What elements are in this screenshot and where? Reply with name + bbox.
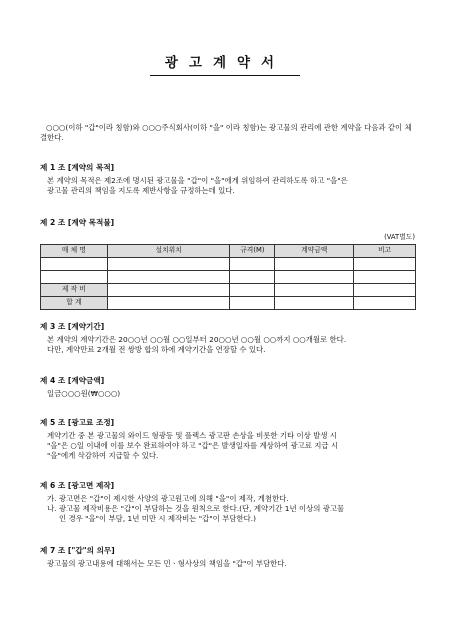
- table-cell: [354, 284, 416, 297]
- section-2-heading: 제 2 조 [계약 목적물]: [40, 218, 115, 227]
- total-row: [41, 297, 416, 310]
- section-1-body: [47, 176, 415, 196]
- total-label: 합 계: [41, 297, 108, 310]
- intro-paragraph: ○○○(이하 "갑"이라 칭함)와 ○○○주식회사(이하 "을" 이라 칭함)는 광고물의 관리에 관한 계약을 다음과 같이 체결한다.: [40, 123, 412, 142]
- section-1-line-1: 본 계약의 목적은 제2조에 명시된 광고물을 "갑"이 "을"에게 위임하여 관리하도록 하고 "을"은: [47, 176, 348, 185]
- section-5-heading: 제 5 조 [광고료 조정]: [40, 418, 115, 427]
- section-5-body: [47, 431, 415, 461]
- section-6-line-2: 나. 광고물 제작비용은 "갑"이 부담하는 것을 원칙으로 한다.(단, 계약기간 1년 이상의 광고물: [47, 503, 345, 513]
- table-cell: [275, 297, 354, 310]
- table-header-media: 매 체 명: [41, 245, 108, 258]
- table-cell: [275, 258, 354, 271]
- table-header-row: [41, 245, 416, 258]
- section-6-heading: 제 6 조 [광고면 제작]: [40, 481, 115, 490]
- table-cell: [275, 271, 354, 284]
- table-header-location: 설치위치: [107, 245, 230, 258]
- section-5-line-3: "을"에게 삭감하여 지급할 수 있다.: [47, 450, 159, 460]
- section-7-line-1: 광고물의 광고내용에 대해서는 모든 민ㆍ형사상의 책임을 "갑"이 부담한다.: [47, 559, 287, 568]
- section-7-body: [47, 559, 415, 569]
- section-6-line-3: 인 경우 "을"이 부담, 1년 미만 시 제작비는 "갑"이 부담한다.): [59, 513, 256, 523]
- production-cost-label: 제 작 비: [41, 284, 108, 297]
- table-cell: [107, 284, 230, 297]
- contract-object-table: [40, 244, 416, 310]
- section-3-line-2: 다만, 계약만료 2개월 전 쌍방 합의 하에 계약기간을 연장할 수 있다.: [47, 344, 266, 354]
- production-cost-row: [41, 284, 416, 297]
- table-cell: [230, 284, 275, 297]
- table-cell: [230, 258, 275, 271]
- table-cell: [41, 258, 108, 271]
- title-underline: [150, 75, 300, 76]
- table-header-note: 비고: [354, 245, 416, 258]
- table-header-size: 규격(M): [230, 245, 275, 258]
- table-cell: [107, 258, 230, 271]
- section-1-heading: 제 1 조 [계약의 목적]: [40, 163, 115, 172]
- table-cell: [354, 297, 416, 310]
- vat-note: (VAT별도): [384, 233, 415, 241]
- section-3-heading: 제 3 조 [계약기간]: [40, 322, 105, 331]
- document-title: 광고계약서: [164, 55, 286, 71]
- section-3-line-1: 본 계약의 계약기간은 20○○년 ○○월 ○○일부터 20○○년 ○○월 ○○까지 ○○개월로 한다.: [47, 335, 347, 344]
- section-7-heading: 제 7 조 ["갑"의 의무]: [40, 546, 115, 555]
- section-6-body: [47, 494, 415, 524]
- section-5-line-1: 계약기간 중 본 광고물의 와이드 형광등 및 플렉스 광고판 손상을 비롯한 기타 이상 발생 시: [47, 431, 337, 440]
- table-cell: [354, 271, 416, 284]
- section-4-body: [47, 389, 415, 399]
- section-1-line-2: 광고물 관리의 책임을 지도록 제반사항을 규정하는데 있다.: [47, 185, 235, 195]
- section-4-line-1: 일금○○○원(₩○○○): [47, 389, 121, 398]
- section-6-line-1: 가. 광고면은 "갑"이 제시한 사양의 광고원고에 의해 "을"이 제작, 게첨한다.: [47, 494, 289, 503]
- table-cell: [275, 284, 354, 297]
- section-3-body: [47, 335, 415, 355]
- table-cell: [354, 258, 416, 271]
- table-cell: [107, 297, 230, 310]
- section-4-heading: 제 4 조 [계약금액]: [40, 376, 105, 385]
- table-cell: [230, 271, 275, 284]
- table-row: [41, 258, 416, 271]
- table-cell: [107, 271, 230, 284]
- table-header-amount: 계약금액: [275, 245, 354, 258]
- section-5-line-2: "을"은 ○일 이내에 이를 보수 완료하여야 하고 "갑"은 발생일자를 계상하여 광고료 지급 시: [47, 440, 338, 450]
- table-cell: [41, 271, 108, 284]
- table-cell: [230, 297, 275, 310]
- table-row: [41, 271, 416, 284]
